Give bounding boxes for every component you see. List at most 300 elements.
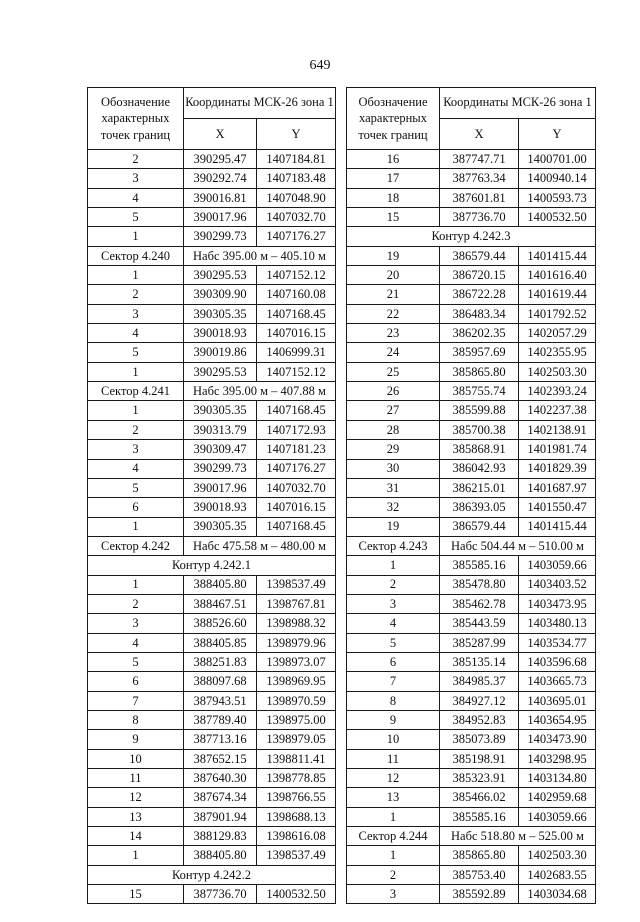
y-coordinate: 1407016.15: [257, 498, 336, 517]
contour-row: [88, 556, 336, 575]
sector-label: Сектор 4.242: [88, 536, 184, 555]
point-number: 5: [88, 343, 184, 362]
y-coordinate: 1401616.40: [519, 266, 596, 285]
table-row: [347, 846, 596, 865]
table-row: [88, 420, 336, 439]
x-coordinate: 388405.80: [184, 575, 257, 594]
point-number: 26: [347, 382, 440, 401]
point-label-header: Обозначение характерных точек границ: [88, 88, 184, 150]
table-row: [88, 208, 336, 227]
y-coordinate: 1403473.95: [519, 594, 596, 613]
point-number: 2: [347, 575, 440, 594]
table-body: [347, 150, 596, 904]
y-coordinate: 1402355.95: [519, 343, 596, 362]
table-row: [88, 498, 336, 517]
x-coordinate: 385753.40: [440, 865, 519, 884]
x-coordinate: 386215.01: [440, 478, 519, 497]
table-row: [347, 169, 596, 188]
contour-row: [88, 865, 336, 884]
y-coordinate: 1407168.45: [257, 517, 336, 536]
point-number: 15: [347, 208, 440, 227]
y-coordinate: 1400940.14: [519, 169, 596, 188]
y-coordinate: 1400701.00: [519, 150, 596, 169]
contour-row: [347, 227, 596, 246]
sector-label: Сектор 4.243: [347, 536, 440, 555]
sector-label: Сектор 4.241: [88, 382, 184, 401]
sector-height-range: Набс 475.58 м – 480.00 м: [184, 536, 336, 555]
contour-label: Контур 4.242.1: [88, 556, 336, 575]
y-coordinate: 1402959.68: [519, 788, 596, 807]
table-row: [88, 749, 336, 768]
table-row: [88, 575, 336, 594]
x-header: X: [184, 119, 257, 150]
table-row: [88, 614, 336, 633]
table-row: [347, 343, 596, 362]
y-header: Y: [519, 119, 596, 150]
point-number: 2: [88, 594, 184, 613]
x-coordinate: 385868.91: [440, 440, 519, 459]
y-coordinate: 1401415.44: [519, 517, 596, 536]
point-number: 5: [88, 478, 184, 497]
x-coordinate: 385592.89: [440, 885, 519, 904]
x-coordinate: 385478.80: [440, 575, 519, 594]
x-coordinate: 385443.59: [440, 614, 519, 633]
sector-height-range: Набс 395.00 м – 407.88 м: [184, 382, 336, 401]
point-number: 5: [347, 633, 440, 652]
x-coordinate: 390295.53: [184, 362, 257, 381]
y-coordinate: 1402057.29: [519, 324, 596, 343]
x-coordinate: 385466.02: [440, 788, 519, 807]
point-number: 1: [88, 362, 184, 381]
table-row: [347, 150, 596, 169]
y-coordinate: 1398975.00: [257, 710, 336, 729]
y-coordinate: 1407172.93: [257, 420, 336, 439]
y-coordinate: 1398811.41: [257, 749, 336, 768]
y-coordinate: 1407181.23: [257, 440, 336, 459]
table-row: [347, 459, 596, 478]
point-number: 12: [88, 788, 184, 807]
point-number: 29: [347, 440, 440, 459]
x-coordinate: 385198.91: [440, 749, 519, 768]
sector-height-range: Набс 395.00 м – 405.10 м: [184, 246, 336, 265]
x-coordinate: 390305.35: [184, 304, 257, 323]
y-coordinate: 1407152.12: [257, 266, 336, 285]
point-number: 2: [347, 865, 440, 884]
table-row: [347, 594, 596, 613]
x-coordinate: 387901.94: [184, 807, 257, 826]
point-number: 5: [88, 652, 184, 671]
y-coordinate: 1407160.08: [257, 285, 336, 304]
y-coordinate: 1402503.30: [519, 362, 596, 381]
x-coordinate: 385865.80: [440, 846, 519, 865]
point-number: 13: [347, 788, 440, 807]
sector-label: Сектор 4.240: [88, 246, 184, 265]
x-coordinate: 385585.16: [440, 807, 519, 826]
table-row: [347, 672, 596, 691]
point-number: 13: [88, 807, 184, 826]
x-coordinate: 387713.16: [184, 730, 257, 749]
y-coordinate: 1403695.01: [519, 691, 596, 710]
y-coordinate: 1398778.85: [257, 769, 336, 788]
sector-row: [88, 246, 336, 265]
table-row: [88, 885, 336, 904]
contour-label: Контур 4.242.3: [347, 227, 596, 246]
x-coordinate: 390305.35: [184, 517, 257, 536]
x-coordinate: 385073.89: [440, 730, 519, 749]
table-row: [88, 459, 336, 478]
x-coordinate: 386579.44: [440, 246, 519, 265]
table-row: [88, 285, 336, 304]
coordinates-table-right: [346, 87, 596, 904]
point-number: 30: [347, 459, 440, 478]
point-number: 1: [88, 227, 184, 246]
x-coordinate: 390295.53: [184, 266, 257, 285]
table-row: [88, 594, 336, 613]
y-coordinate: 1400593.73: [519, 188, 596, 207]
table-row: [347, 652, 596, 671]
x-coordinate: 385865.80: [440, 362, 519, 381]
y-coordinate: 1398970.59: [257, 691, 336, 710]
x-coordinate: 385323.91: [440, 769, 519, 788]
table-row: [88, 266, 336, 285]
point-number: 6: [88, 498, 184, 517]
y-coordinate: 1400532.50: [519, 208, 596, 227]
table-row: [347, 633, 596, 652]
x-coordinate: 390299.73: [184, 459, 257, 478]
x-coordinate: 387736.70: [440, 208, 519, 227]
y-coordinate: 1398979.05: [257, 730, 336, 749]
table-row: [347, 517, 596, 536]
table-row: [88, 730, 336, 749]
y-coordinate: 1403473.90: [519, 730, 596, 749]
y-coordinate: 1403059.66: [519, 556, 596, 575]
x-coordinate: 387601.81: [440, 188, 519, 207]
point-number: 1: [347, 556, 440, 575]
y-header: Y: [257, 119, 336, 150]
table-row: [347, 304, 596, 323]
table-row: [88, 769, 336, 788]
x-coordinate: 390018.93: [184, 324, 257, 343]
y-coordinate: 1398979.96: [257, 633, 336, 652]
x-coordinate: 387747.71: [440, 150, 519, 169]
point-number: 3: [347, 885, 440, 904]
x-coordinate: 390295.47: [184, 150, 257, 169]
x-coordinate: 390019.86: [184, 343, 257, 362]
point-number: 18: [347, 188, 440, 207]
point-number: 10: [88, 749, 184, 768]
y-coordinate: 1407176.27: [257, 227, 336, 246]
y-coordinate: 1407168.45: [257, 401, 336, 420]
y-coordinate: 1403665.73: [519, 672, 596, 691]
table-row: [347, 324, 596, 343]
point-number: 5: [88, 208, 184, 227]
table-row: [88, 440, 336, 459]
point-number: 3: [88, 440, 184, 459]
x-coordinate: 384952.83: [440, 710, 519, 729]
table-row: [347, 730, 596, 749]
point-number: 28: [347, 420, 440, 439]
x-coordinate: 388467.51: [184, 594, 257, 613]
y-coordinate: 1398988.32: [257, 614, 336, 633]
y-coordinate: 1406999.31: [257, 343, 336, 362]
y-coordinate: 1402683.55: [519, 865, 596, 884]
y-coordinate: 1398537.49: [257, 575, 336, 594]
y-coordinate: 1403059.66: [519, 807, 596, 826]
table-row: [88, 227, 336, 246]
table-row: [88, 807, 336, 826]
header-row: [347, 88, 596, 119]
y-coordinate: 1407032.70: [257, 208, 336, 227]
x-coordinate: 385462.78: [440, 594, 519, 613]
table-row: [88, 188, 336, 207]
table-row: [347, 865, 596, 884]
point-number: 17: [347, 169, 440, 188]
y-coordinate: 1403134.80: [519, 769, 596, 788]
x-coordinate: 384927.12: [440, 691, 519, 710]
table-row: [88, 846, 336, 865]
table-row: [88, 827, 336, 846]
table-row: [88, 478, 336, 497]
x-coordinate: 386483.34: [440, 304, 519, 323]
table-row: [347, 575, 596, 594]
point-number: 2: [88, 285, 184, 304]
x-coordinate: 390299.73: [184, 227, 257, 246]
point-number: 3: [88, 304, 184, 323]
table-row: [347, 208, 596, 227]
x-coordinate: 388097.68: [184, 672, 257, 691]
sector-height-range: Набс 518.80 м – 525.00 м: [440, 827, 596, 846]
y-coordinate: 1398537.49: [257, 846, 336, 865]
point-number: 1: [88, 401, 184, 420]
x-coordinate: 386202.35: [440, 324, 519, 343]
y-coordinate: 1403034.68: [519, 885, 596, 904]
point-number: 31: [347, 478, 440, 497]
table-row: [347, 478, 596, 497]
x-coordinate: 385700.38: [440, 420, 519, 439]
x-coordinate: 387943.51: [184, 691, 257, 710]
table-row: [347, 749, 596, 768]
y-coordinate: 1401981.74: [519, 440, 596, 459]
point-number: 2: [88, 150, 184, 169]
x-coordinate: 386579.44: [440, 517, 519, 536]
point-number: 3: [88, 614, 184, 633]
point-number: 11: [88, 769, 184, 788]
point-number: 1: [88, 575, 184, 594]
y-coordinate: 1402138.91: [519, 420, 596, 439]
y-coordinate: 1401415.44: [519, 246, 596, 265]
table-row: [88, 401, 336, 420]
point-number: 15: [88, 885, 184, 904]
point-number: 12: [347, 769, 440, 788]
y-coordinate: 1402503.30: [519, 846, 596, 865]
x-coordinate: 387763.34: [440, 169, 519, 188]
point-number: 10: [347, 730, 440, 749]
x-coordinate: 386393.05: [440, 498, 519, 517]
point-number: 24: [347, 343, 440, 362]
table-row: [347, 440, 596, 459]
y-coordinate: 1401687.97: [519, 478, 596, 497]
y-coordinate: 1401792.52: [519, 304, 596, 323]
y-coordinate: 1398767.81: [257, 594, 336, 613]
point-number: 4: [347, 614, 440, 633]
x-coordinate: 384985.37: [440, 672, 519, 691]
point-number: 27: [347, 401, 440, 420]
x-coordinate: 387652.15: [184, 749, 257, 768]
y-coordinate: 1398969.95: [257, 672, 336, 691]
point-number: 32: [347, 498, 440, 517]
x-coordinate: 390309.47: [184, 440, 257, 459]
point-number: 6: [88, 672, 184, 691]
point-number: 19: [347, 517, 440, 536]
table-row: [347, 246, 596, 265]
x-coordinate: 386042.93: [440, 459, 519, 478]
table-row: [88, 150, 336, 169]
sector-row: [88, 536, 336, 555]
table-row: [347, 420, 596, 439]
table-row: [88, 672, 336, 691]
point-number: 8: [88, 710, 184, 729]
coords-title-header: Координаты МСК-26 зона 1: [184, 88, 336, 119]
table-row: [88, 169, 336, 188]
point-number: 23: [347, 324, 440, 343]
point-number: 1: [88, 517, 184, 536]
y-coordinate: 1401829.39: [519, 459, 596, 478]
point-number: 7: [88, 691, 184, 710]
table-row: [88, 710, 336, 729]
y-coordinate: 1401550.47: [519, 498, 596, 517]
x-coordinate: 390313.79: [184, 420, 257, 439]
point-number: 4: [88, 324, 184, 343]
x-coordinate: 386722.28: [440, 285, 519, 304]
x-coordinate: 388129.83: [184, 827, 257, 846]
table-row: [88, 343, 336, 362]
point-number: 3: [347, 594, 440, 613]
y-coordinate: 1403654.95: [519, 710, 596, 729]
x-coordinate: 387674.34: [184, 788, 257, 807]
point-number: 25: [347, 362, 440, 381]
y-coordinate: 1407016.15: [257, 324, 336, 343]
x-coordinate: 388251.83: [184, 652, 257, 671]
x-coordinate: 385287.99: [440, 633, 519, 652]
point-number: 3: [88, 169, 184, 188]
table-row: [347, 285, 596, 304]
x-header: X: [440, 119, 519, 150]
table-row: [347, 401, 596, 420]
table-row: [347, 362, 596, 381]
table-row: [88, 324, 336, 343]
header-row: [88, 88, 336, 119]
x-coordinate: 390017.96: [184, 478, 257, 497]
x-coordinate: 390017.96: [184, 208, 257, 227]
sector-row: [347, 827, 596, 846]
y-coordinate: 1398973.07: [257, 652, 336, 671]
sector-row: [88, 382, 336, 401]
y-coordinate: 1407176.27: [257, 459, 336, 478]
point-number: 9: [88, 730, 184, 749]
y-coordinate: 1403403.52: [519, 575, 596, 594]
page-number: 649: [309, 58, 331, 73]
y-coordinate: 1400532.50: [257, 885, 336, 904]
x-coordinate: 387736.70: [184, 885, 257, 904]
table-row: [88, 788, 336, 807]
x-coordinate: 388405.85: [184, 633, 257, 652]
table-row: [347, 382, 596, 401]
point-number: 16: [347, 150, 440, 169]
y-coordinate: 1407032.70: [257, 478, 336, 497]
contour-label: Контур 4.242.2: [88, 865, 336, 884]
table-row: [347, 556, 596, 575]
point-number: 1: [347, 807, 440, 826]
x-coordinate: 387640.30: [184, 769, 257, 788]
y-coordinate: 1401619.44: [519, 285, 596, 304]
point-number: 22: [347, 304, 440, 323]
y-coordinate: 1407183.48: [257, 169, 336, 188]
table-row: [347, 266, 596, 285]
y-coordinate: 1407184.81: [257, 150, 336, 169]
point-number: 20: [347, 266, 440, 285]
table-row: [347, 885, 596, 904]
coordinates-table-left: [87, 87, 336, 904]
sector-label: Сектор 4.244: [347, 827, 440, 846]
y-coordinate: 1398616.08: [257, 827, 336, 846]
table-row: [347, 788, 596, 807]
y-coordinate: 1403534.77: [519, 633, 596, 652]
x-coordinate: 385599.88: [440, 401, 519, 420]
x-coordinate: 390016.81: [184, 188, 257, 207]
table-row: [347, 807, 596, 826]
point-number: 4: [88, 188, 184, 207]
x-coordinate: 386720.15: [440, 266, 519, 285]
point-number: 1: [347, 846, 440, 865]
point-number: 1: [88, 266, 184, 285]
y-coordinate: 1402237.38: [519, 401, 596, 420]
x-coordinate: 390309.90: [184, 285, 257, 304]
x-coordinate: 390292.74: [184, 169, 257, 188]
sector-row: [347, 536, 596, 555]
x-coordinate: 385957.69: [440, 343, 519, 362]
table-row: [347, 691, 596, 710]
coords-title-header: Координаты МСК-26 зона 1: [440, 88, 596, 119]
table-row: [347, 498, 596, 517]
x-coordinate: 390018.93: [184, 498, 257, 517]
y-coordinate: 1403298.95: [519, 749, 596, 768]
point-number: 11: [347, 749, 440, 768]
point-number: 9: [347, 710, 440, 729]
sector-height-range: Набс 504.44 м – 510.00 м: [440, 536, 596, 555]
y-coordinate: 1407168.45: [257, 304, 336, 323]
table-row: [347, 769, 596, 788]
y-coordinate: 1407152.12: [257, 362, 336, 381]
y-coordinate: 1407048.90: [257, 188, 336, 207]
y-coordinate: 1403596.68: [519, 652, 596, 671]
point-label-header: Обозначение характерных точек границ: [347, 88, 440, 150]
y-coordinate: 1398688.13: [257, 807, 336, 826]
y-coordinate: 1402393.24: [519, 382, 596, 401]
table-row: [347, 614, 596, 633]
y-coordinate: 1398766.55: [257, 788, 336, 807]
x-coordinate: 387789.40: [184, 710, 257, 729]
x-coordinate: 388405.80: [184, 846, 257, 865]
table-row: [88, 362, 336, 381]
x-coordinate: 390305.35: [184, 401, 257, 420]
point-number: 4: [88, 459, 184, 478]
table-row: [347, 710, 596, 729]
y-coordinate: 1403480.13: [519, 614, 596, 633]
point-number: 4: [88, 633, 184, 652]
point-number: 2: [88, 420, 184, 439]
table-row: [88, 633, 336, 652]
point-number: 21: [347, 285, 440, 304]
